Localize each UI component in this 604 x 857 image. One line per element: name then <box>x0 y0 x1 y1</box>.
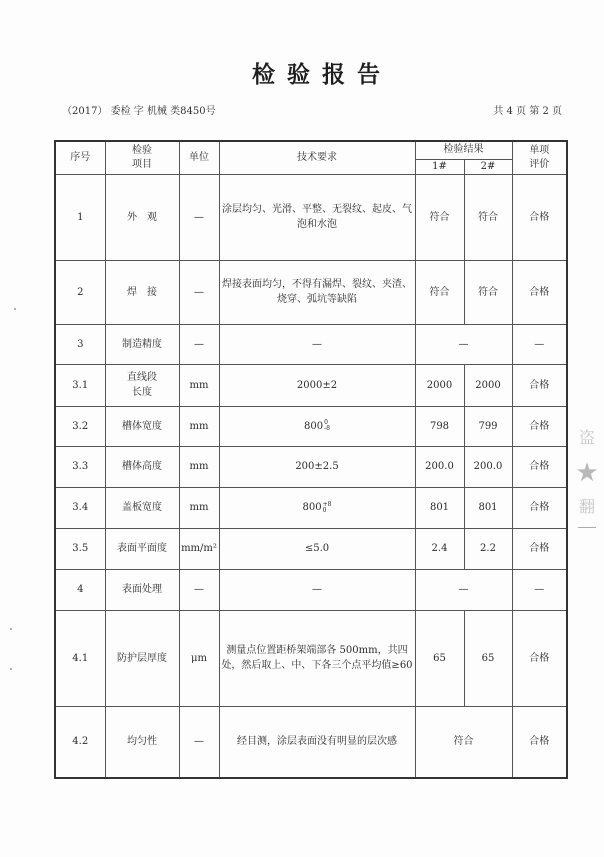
cell-seq: 3.2 <box>55 406 105 446</box>
cell-result-merged: — <box>415 324 512 364</box>
table-row <box>55 487 567 528</box>
cell-requirement: — <box>219 569 415 610</box>
tolerance-limits <box>324 420 330 432</box>
cell-unit: — <box>179 706 219 778</box>
cell-item: 制造精度 <box>105 324 179 364</box>
cell-requirement: 经目测，涂层表面没有明显的层次感 <box>219 706 415 778</box>
report-title: 检验报告 <box>252 62 392 88</box>
table-row <box>55 406 567 446</box>
cell-item: 槽体宽度 <box>105 406 179 446</box>
cell-result-1: 2000 <box>415 364 464 406</box>
cell-eval: — <box>512 569 567 610</box>
scan-speck <box>10 628 12 630</box>
tolerance-upper: 0 <box>324 419 328 426</box>
cell-eval: 合格 <box>512 406 567 446</box>
cell-result-1: 798 <box>415 406 464 446</box>
cell-seq: 4.1 <box>55 610 105 706</box>
cell-seq: 1 <box>55 174 105 260</box>
cell-seq: 3.5 <box>55 528 105 569</box>
cell-result-1: 801 <box>415 487 464 528</box>
table-row <box>55 324 567 364</box>
cell-eval: 合格 <box>512 610 567 706</box>
cell-eval: — <box>512 324 567 364</box>
header-row <box>55 141 567 159</box>
cell-requirement: 焊接表面均匀，不得有漏焊、裂纹、夹渣、烧穿、弧坑等缺陷 <box>219 260 415 324</box>
cell-result-1: 符合 <box>415 260 464 324</box>
cell-result-1: 65 <box>415 610 464 706</box>
tolerance-base: 800 <box>302 502 322 513</box>
cell-eval: 合格 <box>512 174 567 260</box>
header-eval-line1: 单项 <box>529 144 550 156</box>
cell-unit: — <box>179 569 219 610</box>
cell-result-2: 2.2 <box>464 528 512 569</box>
cell-unit: mm/m² <box>179 528 219 569</box>
cell-result-2: 2000 <box>464 364 512 406</box>
header-result: 检验结果 <box>415 141 512 159</box>
table-row <box>55 446 567 487</box>
cell-seq: 4 <box>55 569 105 610</box>
cell-item: 表面平面度 <box>105 528 179 569</box>
cell-item: 均匀性 <box>105 706 179 778</box>
cell-unit: mm <box>179 364 219 406</box>
page-info: 共 4 页 第 2 页 <box>493 106 562 117</box>
cell-item: 盖板宽度 <box>105 487 179 528</box>
seal-stamp <box>572 425 602 560</box>
cell-item: 外 观 <box>105 174 179 260</box>
header-unit: 单位 <box>179 141 219 174</box>
document-number: （2017） 委检 字 机械 类8450号 <box>62 106 216 117</box>
cell-unit: — <box>179 260 219 324</box>
table-row <box>55 569 567 610</box>
cell-eval: 合格 <box>512 706 567 778</box>
cell-result-merged: 符合 <box>415 706 512 778</box>
header-requirement: 技术要求 <box>219 141 415 174</box>
table-row <box>55 706 567 778</box>
header-eval-line2: 评价 <box>529 158 550 170</box>
cell-result-2: 65 <box>464 610 512 706</box>
cell-seq: 3.1 <box>55 364 105 406</box>
cell-item-line2: 长度 <box>132 387 152 398</box>
cell-eval: 合格 <box>512 364 567 406</box>
star-icon: ★ <box>575 458 599 488</box>
cell-requirement: 200±2.5 <box>219 446 415 487</box>
cell-item <box>105 364 179 406</box>
stamp-char-2: 翻 <box>578 497 595 516</box>
cell-unit: mm <box>179 406 219 446</box>
cell-result-2: 801 <box>464 487 512 528</box>
stamp-divider <box>578 527 596 528</box>
cell-seq: 3 <box>55 324 105 364</box>
cell-result-1: 2.4 <box>415 528 464 569</box>
cell-requirement: 涂层均匀、光滑、平整、无裂纹、起皮、气泡和水泡 <box>219 174 415 260</box>
cell-item: 表面处理 <box>105 569 179 610</box>
cell-unit: μm <box>179 610 219 706</box>
stamp-char-1: 盗 <box>578 428 595 447</box>
cell-result-merged: — <box>415 569 512 610</box>
header-item-line1: 检验 <box>132 144 152 156</box>
header-item <box>105 141 179 174</box>
table-row <box>55 174 567 260</box>
cell-result-1: 符合 <box>415 174 464 260</box>
cell-eval: 合格 <box>512 487 567 528</box>
header-result-1: 1# <box>415 159 464 174</box>
cell-eval: 合格 <box>512 528 567 569</box>
cell-item: 防护层厚度 <box>105 610 179 706</box>
header-seq: 序号 <box>55 141 105 174</box>
cell-result-2: 符合 <box>464 174 512 260</box>
cell-unit: mm <box>179 487 219 528</box>
cell-item: 焊 接 <box>105 260 179 324</box>
cell-seq: 3.3 <box>55 446 105 487</box>
scan-speck <box>14 308 16 310</box>
table-row <box>55 610 567 706</box>
cell-result-2: 200.0 <box>464 446 512 487</box>
cell-eval: 合格 <box>512 260 567 324</box>
cell-seq: 4.2 <box>55 706 105 778</box>
inspection-table <box>54 140 568 779</box>
tolerance-lower: 0 <box>322 506 327 514</box>
cell-unit: — <box>179 324 219 364</box>
table-row <box>55 364 567 406</box>
tolerance-lower: -8 <box>324 425 330 432</box>
cell-requirement: 2000±2 <box>219 364 415 406</box>
cell-result-1: 200.0 <box>415 446 464 487</box>
cell-unit: — <box>179 174 219 260</box>
header-eval <box>512 141 567 174</box>
cell-requirement <box>219 487 415 528</box>
cell-unit: mm <box>179 446 219 487</box>
cell-requirement <box>219 406 415 446</box>
cell-requirement: — <box>219 324 415 364</box>
cell-requirement: 测量点位置距桥架端部各 500mm，共四处，然后取上、中、下各三个点平均值≥60 <box>219 610 415 706</box>
cell-result-2: 符合 <box>464 260 512 324</box>
cell-requirement: ≤5.0 <box>219 528 415 569</box>
header-result-2: 2# <box>464 159 512 174</box>
cell-item: 槽体高度 <box>105 446 179 487</box>
cell-seq: 2 <box>55 260 105 324</box>
cell-result-2: 799 <box>464 406 512 446</box>
tolerance-limits <box>323 502 332 514</box>
tolerance-upper: +8 <box>322 500 332 508</box>
tolerance-base: 800 <box>304 420 324 432</box>
table-row <box>55 528 567 569</box>
cell-eval: 合格 <box>512 446 567 487</box>
cell-item-line1: 直线段 <box>127 372 157 383</box>
header-item-line2: 项目 <box>132 158 152 170</box>
table-row <box>55 260 567 324</box>
cell-seq: 3.4 <box>55 487 105 528</box>
scan-speck <box>10 668 12 670</box>
